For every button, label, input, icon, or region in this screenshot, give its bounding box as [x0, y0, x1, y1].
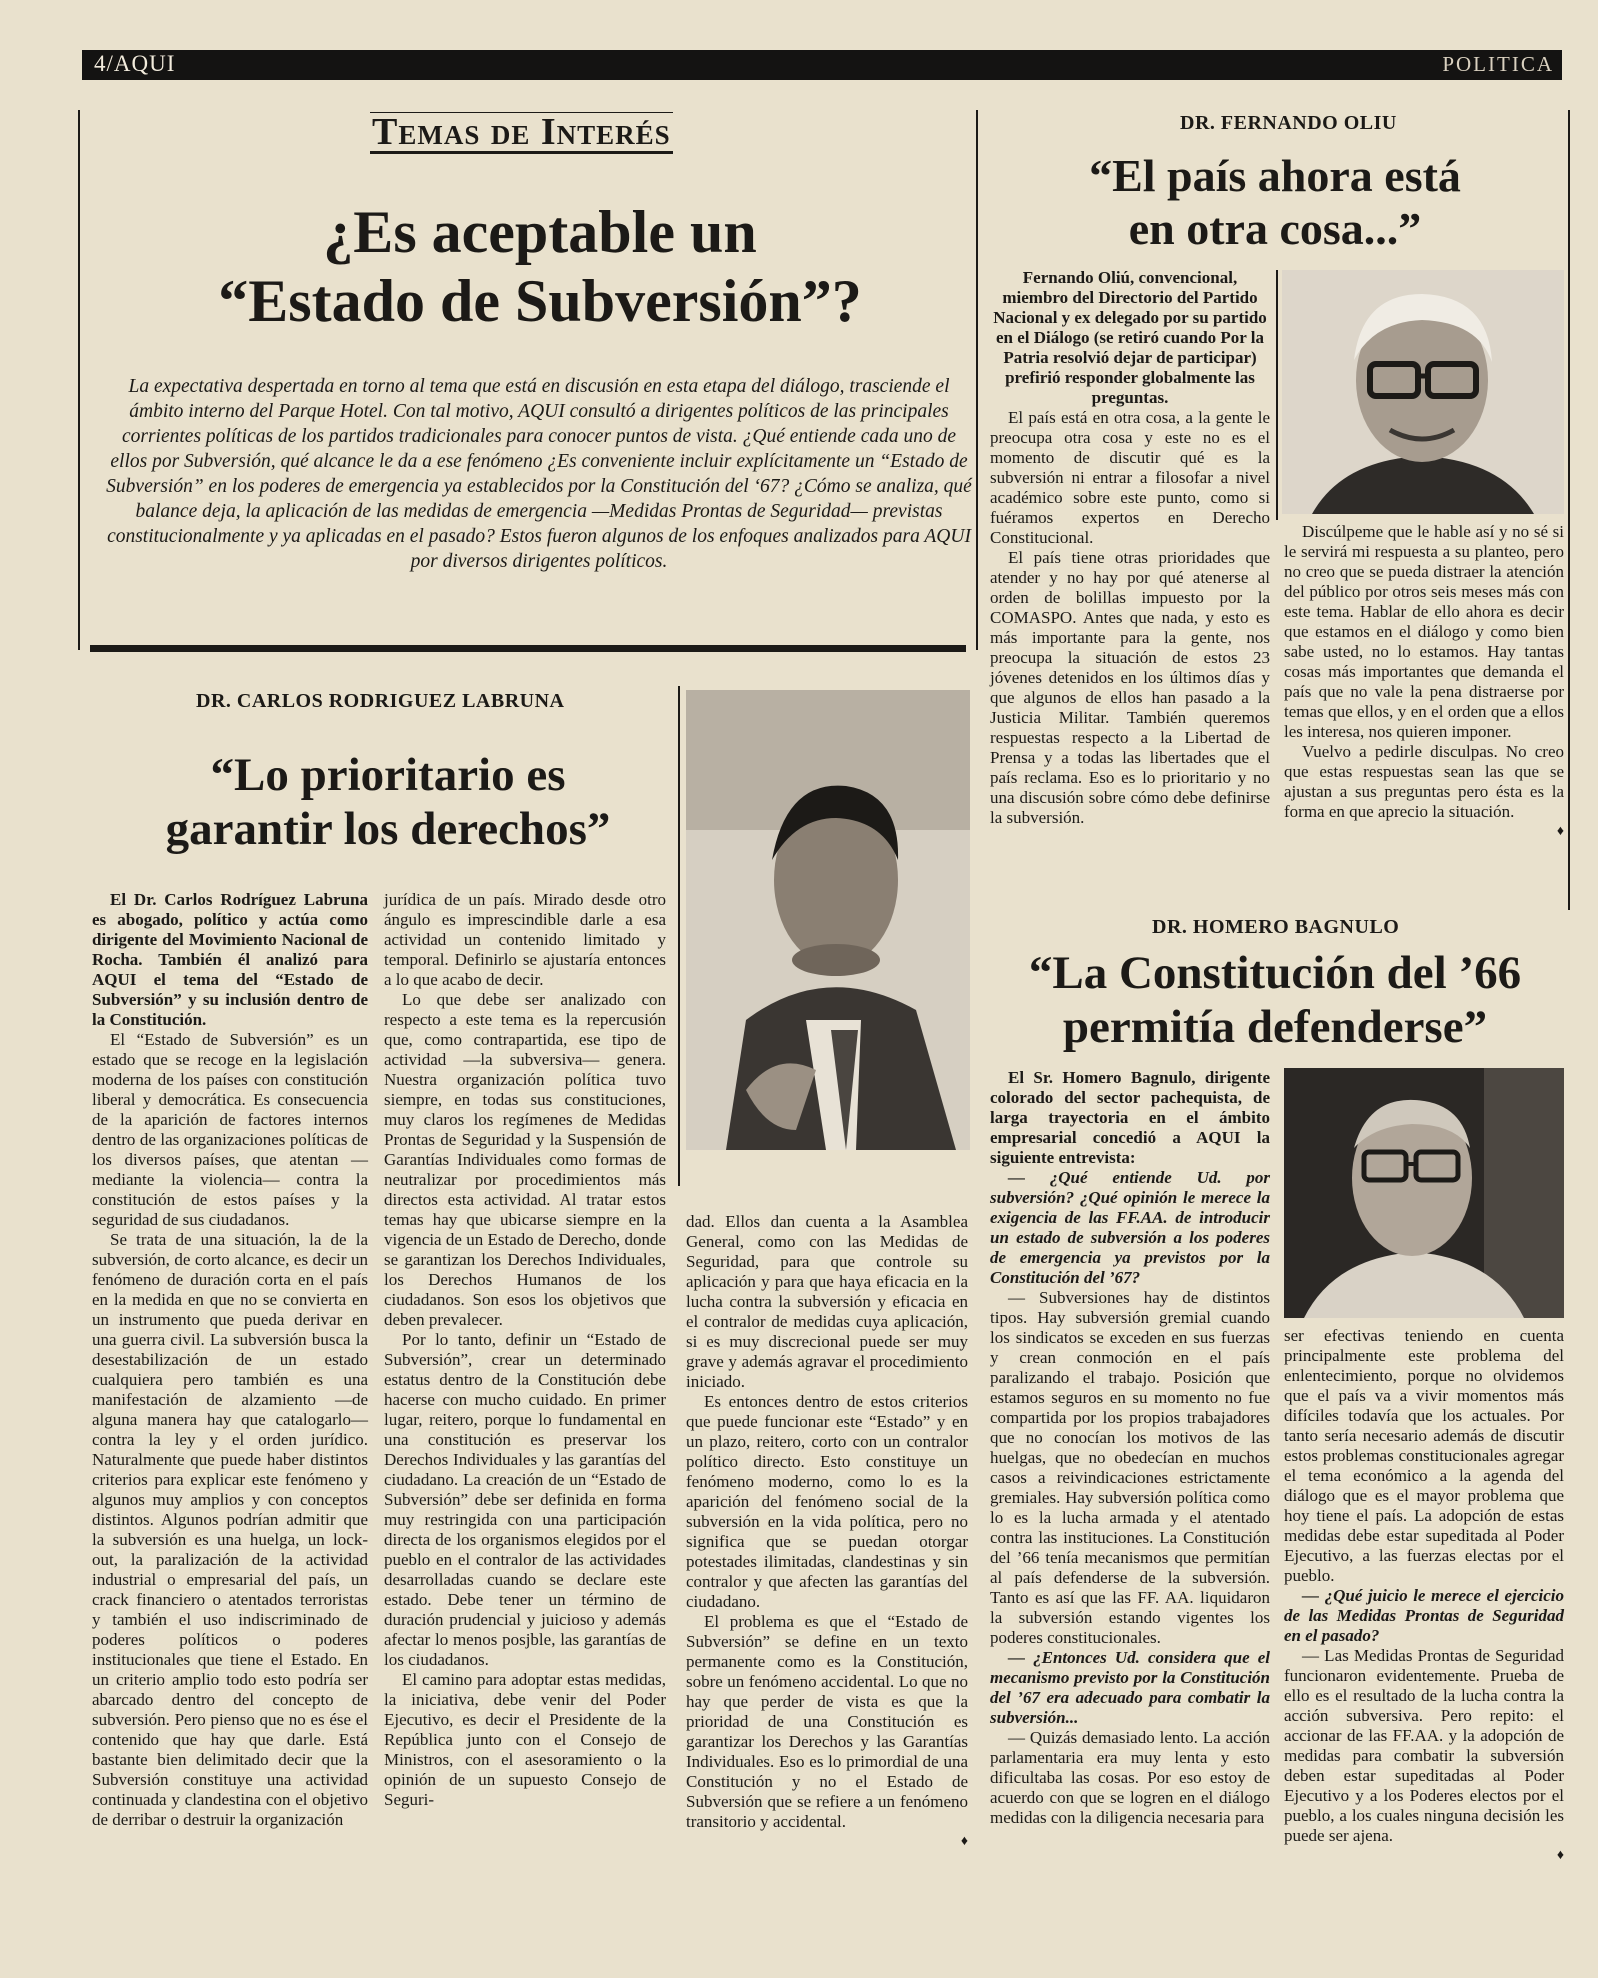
- labruna-headline-line2: garantir los derechos”: [165, 803, 611, 856]
- labruna-column-3: [686, 1212, 968, 1852]
- oliu-paragraph: Vuelvo a pedirle disculpas. No creo que estas respuestas sean las que se ajustan a sus preguntas pero ésta es la forma en que aprecio la situación.: [1284, 742, 1564, 821]
- left-frame-rule: [78, 110, 80, 650]
- labruna-intro-paragraph: El Dr. Carlos Rodríguez Labruna es abogado, político y actúa como dirigente del Movimiento Nacional de Rocha. También él analizó para AQUI el tema del “Estado de Subversión” y su inclusión dentro de la Constitución.: [92, 890, 368, 1029]
- main-headline-line1: ¿Es aceptable un: [323, 199, 757, 265]
- main-intro: La expectativa despertada en torno al tema que está en discusión en esta etapa del diálogo, trasciende el ámbito interno del Parque Hotel. Con tal motivo, AQUI consultó a dirigentes políticos de las principales corrientes políticas de los partidos tradicionales para conocer puntos de vista. ¿Qué entiende cada uno de ellos por Subversión, qué alcance le da a ese fenómeno ¿Es conveniente incluir explícitamente un “Estado de Subversión” en los poderes de emergencia ya establecidos por la Constitución del ‘67? ¿Cómo se analiza, qué balance deja, la aplicación de las medidas de emergencia —Medidas Prontas de Seguridad— previstas constitucionalmente y ya aplicadas en el pasado? Estos fueron algunos de los enfoques analizados para AQUI por diversos dirigentes políticos.: [106, 376, 972, 572]
- photo-column-rule: [678, 686, 680, 1186]
- bagnulo-portrait-illustration: [1284, 1068, 1564, 1318]
- oliu-photo-rule: [1276, 270, 1278, 520]
- labruna-headline-line1: “Lo prioritario es: [210, 749, 566, 801]
- bagnulo-portrait-photo: [1284, 1068, 1564, 1318]
- labruna-paragraph: Por lo tanto, definir un “Estado de Subversión”, crear un determinado estatus dentro de la Constitución debe hacerse con mucho cuidado. En primer lugar, reitero, porque lo fundamental en una constitución es preservar los Derechos Individuales y las garantías del ciudadano. La creación de un “Estado de Subversión” debe ser definida en forma muy restringida con una participación directa de los organismos elegidos por el pueblo en el contralor de las actividades desarrolladas cuando se declare este estado. Debe tener un término de duración prudencial y juicioso y además afectar lo menos posjble, las garantías de los ciudadanos.: [384, 1330, 666, 1669]
- oliu-portrait-photo: [1282, 270, 1564, 514]
- oliu-paragraph: Discúlpeme que le hable así y no sé si le servirá mi respuesta a su planteo, pero no creo que se pueda distraer la atención del público por otros seis meses más con este tema. Hablar de ello ahora es decir que estamos en el diálogo y como bien sabe usted, no lo estamos. Hay tantas cosas más importantes que demanda el país que no vale la pena distraerse por temas que ellos, y en el orden que a ellos les interesa, nos quieren imponer.: [1284, 522, 1564, 741]
- bagnulo-question: — ¿Entonces Ud. considera que el mecanismo previsto por la Constitución del ’67 era adecuado para combatir la subversión...: [990, 1648, 1270, 1727]
- oliu-byline: DR. FERNANDO OLIU: [1180, 112, 1397, 134]
- labruna-headline: [118, 748, 658, 856]
- bagnulo-headline-line1: “La Constitución del ’66: [1028, 947, 1522, 999]
- bagnulo-answer: — Subversiones hay de distintos tipos. Hay subversión gremial cuando los sindicatos se exceden en sus fuerzas y crean conmoción en el país paralizando el trabajo. Posición que estamos seguros en su momento no fue compartida por los propios trabajadores que no conocían los motivos de las huelgas, que no obedecían en muchos casos a reivindicaciones estrictamente gremiales. Hay subversión política como lo es la lucha armada y el atentado contra las instituciones. La Constitución del ’66 tenía mecanismos que permitían al país defenderse de la subversión. Tanto es así que las FF. AA. liquidaron la subversión estando vigentes los poderes constitucionales.: [990, 1288, 1270, 1647]
- page-header-bar: [82, 50, 1562, 80]
- page-number-label: 4/AQUI: [94, 51, 176, 76]
- center-column-rule: [976, 110, 978, 650]
- labruna-paragraph: Se trata de una situación, la de la subversión, de corto alcance, es decir un fenómeno de duración corta en el país en la medida en que no se convierta en un instrumento que pueda derivar en una guerra civil. La subversión busca la desestabilización de un estado cualquiera pero también es una manifestación de alzamiento —de alguna manera hay que catalogarlo— contra la ley y el orden jurídico. Naturalmente que puede haber distintos criterios para explicar este fenómeno y algunos muy amplios y con conceptos distintos. Algunos podrían admitir que la subversión es una huelga, un lock-out, la paralización de la actividad industrial o empresarial del país, un crack financiero o atentados terroristas y también el uso indiscriminado de poderes políticos o poderes institucionales que tiene el Estado. En un criterio amplio todo esto podría ser abarcado dentro del concepto de subversión. Pero pienso que no es ése el contenido que hay que darle. Está bastante bien delimitado decir que la Subversión constituye una actividad continuada y clandestina con el objetivo de derribar o destruir la organización: [92, 1230, 368, 1829]
- labruna-paragraph: dad. Ellos dan cuenta a la Asamblea General, como con las Medidas de Seguridad, para que controle su aplicación y para que haya eficacia en la lucha contra la subversión y eficacia en el contralor de medidas cuya aplicación, si es muy discrecional puede ser muy grave y además agravar el procedimiento iniciado.: [686, 1212, 968, 1391]
- bagnulo-question: — ¿Qué juicio le merece el ejercicio de las Medidas Prontas de Seguridad en el pasado?: [1284, 1586, 1564, 1645]
- bagnulo-question: — ¿Qué entiende Ud. por subversión? ¿Qué opinión le merece la exigencia de las FF.AA. de introducir un estado de subversión a los poderes de emergencia ya previstos por la Constitución del ’67?: [990, 1168, 1270, 1287]
- main-headline: [100, 198, 980, 336]
- bagnulo-headline: [984, 946, 1566, 1054]
- labruna-portrait-photo: [686, 690, 970, 1150]
- labruna-column-1: [92, 890, 368, 1830]
- bagnulo-column-2: [1284, 1326, 1564, 1866]
- right-frame-rule: [1568, 110, 1570, 910]
- oliu-headline-line2: en otra cosa...”: [1128, 202, 1422, 254]
- oliu-column-2: [1284, 522, 1564, 842]
- labruna-paragraph: jurídica de un país. Mirado desde otro ángulo es imprescindible darle a esa actividad un contenido limitado y temporal. Definirlo se ajustaría entonces a lo que acabo de decir.: [384, 890, 666, 989]
- bagnulo-answer: ser efectivas teniendo en cuenta principalmente este problema del enlentecimiento, porque no olvidemos que el país va a vivir momentos más difíciles todavía que los actuales. Por tanto sería necesario además de discutir estos problemas constitucionales agregar el tema económico a la agenda del diálogo que es el mayor problema que hoy tiene el país. La adopción de estas medidas debe estar supeditada al Poder Ejecutivo, a las fuerzas electas por el pueblo.: [1284, 1326, 1564, 1585]
- labruna-paragraph: El problema es que el “Estado de Subversión” se define en un texto permanente como es la Constitución, sobre un fenómeno accidental. Lo que no hay que perder de vista es que la prioridad de una Constitución es garantizar los Derechos y las Garantías Individuales. Eso es lo primordial de una Constitución y no el Estado de Subversión que se refiere a un fenómeno transitorio y accidental.: [686, 1612, 968, 1831]
- oliu-column-1: [990, 268, 1270, 828]
- bagnulo-intro-paragraph: El Sr. Homero Bagnulo, dirigente colorado del sector pachequista, de larga trayectoria en el ámbito empresarial concedió a AQUI la siguiente entrevista:: [990, 1068, 1270, 1167]
- labruna-paragraph: El camino para adoptar estas medidas, la iniciativa, debe venir del Poder Ejecutivo, es decir el Presidente de la República junto con el Consejo de Ministros, con el asesoramiento o la opinión de un supuesto Consejo de Seguri-: [384, 1670, 666, 1809]
- labruna-paragraph: El “Estado de Subversión” es un estado que se recoge en la legislación moderna de los países con constitución liberal y democrática. Es consecuencia de la aparición de factores internos dentro de las organizaciones políticas de los diversos países, que atentan —mediante la violencia— contra la constitución de estos países y la seguridad de sus ciudadanos.: [92, 1030, 368, 1229]
- bagnulo-answer: — Las Medidas Prontas de Seguridad funcionaron evidentemente. Prueba de ello es el resultado de la lucha contra la acción subversiva. Pero repito: el accionar de las FF.AA. y la adopción de medidas para combatir la subversión deben estar supeditadas al Poder Ejecutivo y a los Poderes electos por el pueblo, a los cuales ninguna decisión les puede ser ajena.: [1284, 1646, 1564, 1845]
- oliu-intro-paragraph: Fernando Oliú, convencional, miembro del Directorio del Partido Nacional y ex delegado por su partido en el Diálogo (se retiró cuando Por la Patria resolvió dejar de participar) prefirió responder globalmente las preguntas.: [993, 268, 1267, 407]
- oliu-portrait-illustration: [1282, 270, 1564, 514]
- labruna-byline: DR. CARLOS RODRIGUEZ LABRUNA: [196, 690, 565, 712]
- labruna-end-mark: ♦: [960, 1834, 968, 1849]
- oliu-paragraph: El país está en otra cosa, a la gente le preocupa otra cosa y este no es el momento de discutir qué es la subversión ni entrar a filosofar a nivel académico sobre este punto, como si fuéramos expertos en Derecho Constitucional.: [990, 408, 1270, 547]
- section-label: POLITICA: [1442, 52, 1554, 76]
- oliu-headline: [990, 150, 1560, 256]
- main-headline-line2: “Estado de Subversión”?: [218, 268, 862, 334]
- section-kicker: Temas de Interés: [372, 111, 671, 153]
- oliu-paragraph: El país tiene otras prioridades que atender y no hay por qué atenerse al orden de bolillas impuesto por la COMASPO. Antes que nada, y esto es más importante para la gente, nos preocupa la situación de estos 23 jóvenes detenidos en los últimos días y que algunos de ellos han pasado a la Justicia Militar. También queremos respuestas respecto a la Libertad de Prensa y a todas las libertades que el país reclama. Eso es lo prioritario y no una discusión sobre cómo debe definirse la subversión.: [990, 548, 1270, 827]
- bagnulo-byline: DR. HOMERO BAGNULO: [1152, 916, 1400, 938]
- bagnulo-end-mark: ♦: [1556, 1848, 1564, 1863]
- bagnulo-answer: — Quizás demasiado lento. La acción parlamentaria era muy lenta y esto dificultaba las cosas. Por eso estoy de acuerdo con que se logren en el diálogo medidas con la diligencia necesaria para: [990, 1728, 1270, 1827]
- labruna-column-2: [384, 890, 666, 1810]
- section-divider: [90, 645, 966, 652]
- oliu-headline-line1: “El país ahora está: [1089, 150, 1461, 201]
- oliu-end-mark: ♦: [1556, 824, 1564, 839]
- labruna-paragraph: Es entonces dentro de estos criterios que puede funcionar este “Estado” y en un plazo, reitero, corto con un contralor político directo. Esto constituye un fenómeno moderno, como lo es la aparición del fenómeno social de la subversión en la vida política, pero no significa que se puedan otorgar potestades ilimitadas, clandestinas y sin contralor y que afecten las garantías del ciudadano.: [686, 1392, 968, 1611]
- bagnulo-headline-line2: permitía defenderse”: [1062, 1001, 1488, 1054]
- labruna-paragraph: Lo que debe ser analizado con respecto a este tema es la repercusión que, como contrapartida, ese tipo de actividad —la subversiva— genera. Nuestra organización política tuvo siempre, en todas sus constituciones, muy claros los regímenes de Medidas Prontas de Seguridad y la Suspensión de Garantías Individuales como formas de neutralizar por procedimientos más directos esta actividad. Al tratar estos temas hay que ubicarse siempre en la vigencia de un Estado de Derecho, donde se garantizan los Derechos Individuales, los Derechos Humanos de los ciudadanos. Son esos los objetivos que deben prevalecer.: [384, 990, 666, 1329]
- labruna-portrait-illustration: [686, 690, 970, 1150]
- bagnulo-column-1: [990, 1068, 1270, 1828]
